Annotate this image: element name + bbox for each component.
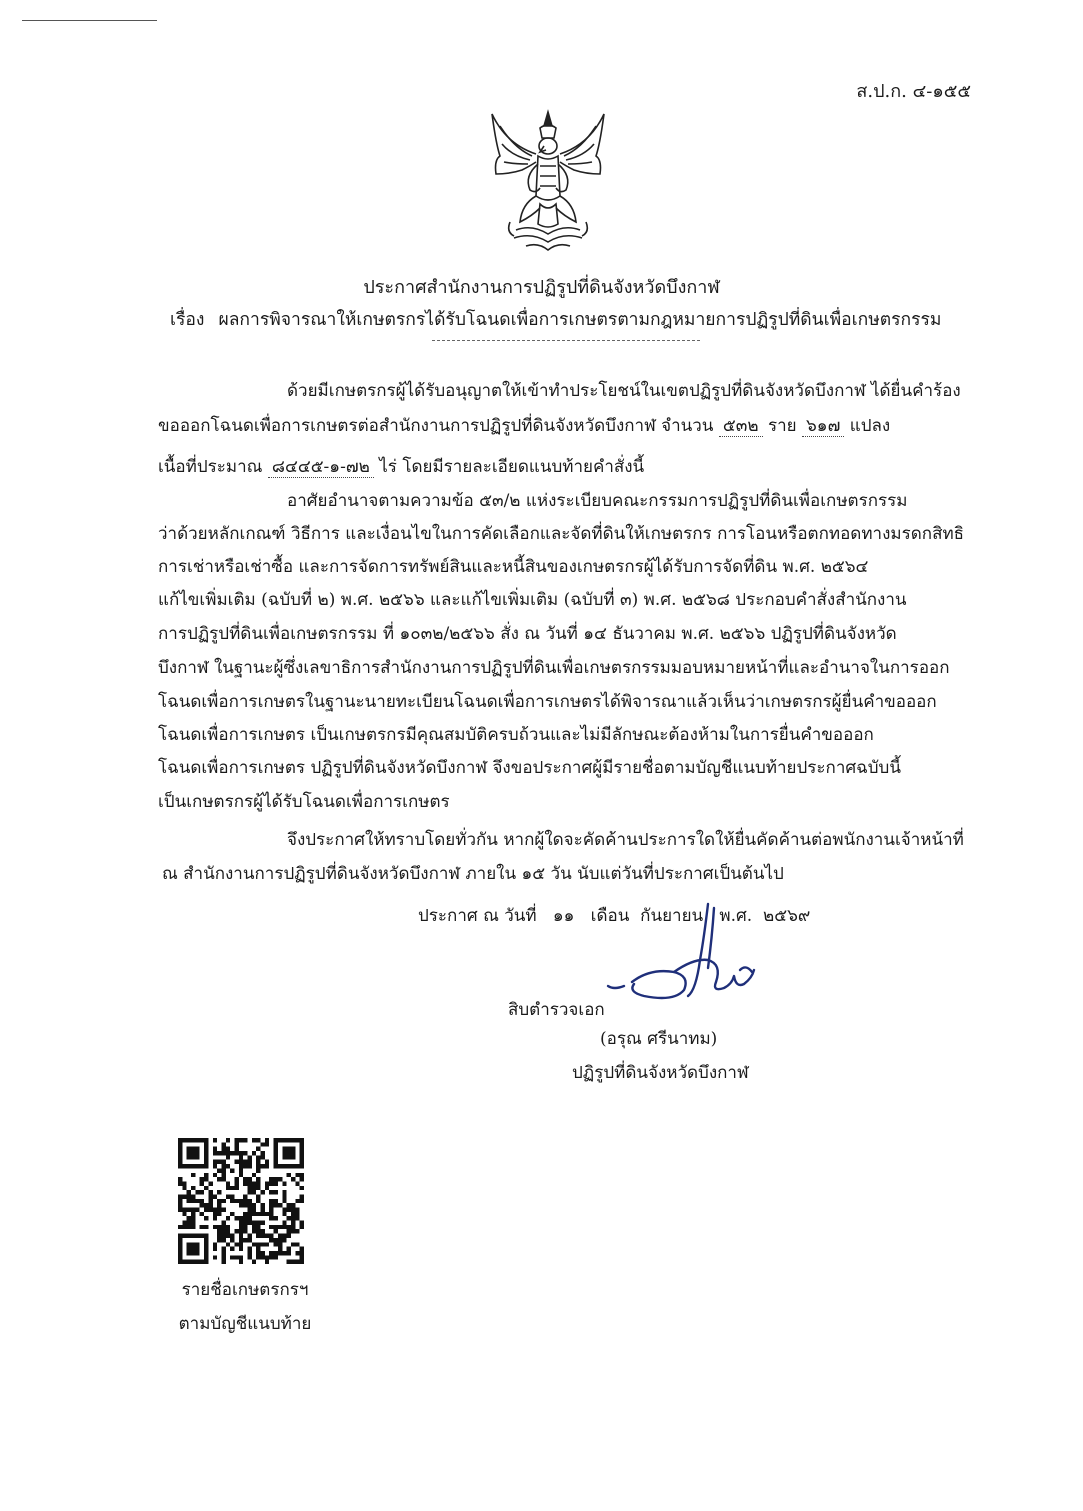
farmer-list-qr-code[interactable] [178, 1138, 304, 1264]
para3-line: จึงประกาศให้ทราบโดยทั่วกัน หากผู้ใดจะคัดค้านประการใดให้ยื่นคัดค้านต่อพนักงานเจ้าหน้าที่ [287, 830, 964, 850]
signer-position: ปฏิรูปที่ดินจังหวัดบึงกาฬ [572, 1063, 749, 1083]
para1-line1: ด้วยมีเกษตรกรผู้ได้รับอนุญาตให้เข้าทำประโยชน์ในเขตปฏิรูปที่ดินจังหวัดบึงกาฬ ได้ยื่นคำร้อง [287, 381, 961, 401]
subject-text: ผลการพิจารณาให้เกษตรกรได้รับโฉนดเพื่อการเกษตรตามกฎหมายการปฏิรูปที่ดินเพื่อเกษตรกรรม [218, 310, 942, 330]
para2-line: โฉนดเพื่อการเกษตร ปฏิรูปที่ดินจังหวัดบึงกาฬ จึงขอประกาศผู้มีรายชื่อตามบัญชีแนบท้ายประกาศฉบับนี้ [158, 758, 901, 778]
date-month: กันยายน [640, 906, 704, 926]
para2-line: อาศัยอำนาจตามความข้อ ๕๓/๒ แห่งระเบียบคณะกรรมการปฏิรูปที่ดินเพื่อเกษตรกรรม [287, 491, 908, 511]
para2-line: บึงกาฬ ในฐานะผู้ซึ่งเลขาธิการสำนักงานการปฏิรูปที่ดินเพื่อเกษตรกรรมมอบหมายหน้าที่และอำนาจในการออก [158, 658, 950, 678]
document-number: ส.ป.ก. ๔-๑๕๕ [856, 81, 971, 102]
para1-line3-prefix: เนื้อที่ประมาณ [158, 457, 263, 477]
plots-unit: แปลง [849, 416, 891, 436]
qr-caption-line1: รายชื่อเกษตรกรฯ [181, 1280, 309, 1300]
para2-line: เป็นเกษตรกรผู้ได้รับโฉนดเพื่อการเกษตร [158, 792, 450, 812]
date-day: ๑๑ [552, 906, 575, 926]
date-month-label: เดือน [590, 906, 630, 926]
date-prefix: ประกาศ ณ วันที่ [418, 906, 537, 926]
announcement-subject [170, 305, 941, 333]
para2-line: โฉนดเพื่อการเกษตรในฐานะนายทะเบียนโฉนดเพื่อการเกษตรได้พิจารณาแล้วเห็นว่าเกษตรกรผู้ยื่นคำขอออก [158, 692, 937, 712]
title-divider [432, 340, 700, 341]
signer-name: (อรุณ ศรีนาทม) [600, 1029, 718, 1049]
persons-unit: ราย [767, 416, 797, 436]
area-value: ๘๔๔๕-๑-๗๒ [268, 457, 374, 478]
para2-line: การเช่าหรือเช่าซื้อ และการจัดการทรัพย์สินและหนี้สินของเกษตรกรผู้ได้รับการจัดที่ดิน พ.ศ. ๒๕๖๔ [158, 557, 869, 577]
handwritten-signature [604, 898, 769, 1028]
subject-label: เรื่อง [170, 310, 205, 330]
date-year: ๒๕๖๙ [763, 906, 811, 926]
persons-count: ๕๓๒ [719, 416, 763, 437]
para2-line: ว่าด้วยหลักเกณฑ์ วิธีการ และเงื่อนไขในการคัดเลือกและจัดที่ดินให้เกษตรกร การโอนหรือตกทอดทางมรดกสิทธิ [158, 524, 965, 544]
qr-caption-line2: ตามบัญชีแนบท้าย [178, 1314, 312, 1334]
signer-rank: สิบตำรวจเอก [508, 1000, 605, 1020]
announcement-title: ประกาศสำนักงานการปฏิรูปที่ดินจังหวัดบึงกาฬ [363, 277, 720, 298]
para3-line: ณ สำนักงานการปฏิรูปที่ดินจังหวัดบึงกาฬ ภายใน ๑๕ วัน นับแต่วันที่ประกาศเป็นต้นไป [162, 864, 784, 884]
plots-count: ๖๑๗ [802, 416, 844, 437]
date-year-label: พ.ศ. [719, 906, 753, 926]
garuda-emblem-icon [486, 104, 610, 254]
para2-line: โฉนดเพื่อการเกษตร เป็นเกษตรกรมีคุณสมบัติครบถ้วนและไม่มีลักษณะต้องห้ามในการยื่นคำขอออก [158, 725, 874, 745]
para1-line3-suffix: ไร่ โดยมีรายละเอียดแนบท้ายคำสั่งนี้ [379, 457, 645, 477]
para1-line3 [158, 453, 644, 480]
para1-line2-text: ขอออกโฉนดเพื่อการเกษตรต่อสำนักงานการปฏิรูปที่ดินจังหวัดบึงกาฬ จำนวน [158, 416, 714, 436]
scan-edge-line [22, 20, 157, 21]
para2-line: การปฏิรูปที่ดินเพื่อเกษตรกรรม ที่ ๑๐๓๒/๒๕๖๖ สั่ง ณ วันที่ ๑๔ ธันวาคม พ.ศ. ๒๕๖๖ ปฏิรูปที่ดินจังหวัด [158, 624, 897, 644]
para1-line2 [158, 412, 890, 439]
para2-line: แก้ไขเพิ่มเติม (ฉบับที่ ๒) พ.ศ. ๒๕๖๖ และแก้ไขเพิ่มเติม (ฉบับที่ ๓) พ.ศ. ๒๕๖๘ ประกอบคำสั่งสำนักงาน [158, 590, 907, 610]
